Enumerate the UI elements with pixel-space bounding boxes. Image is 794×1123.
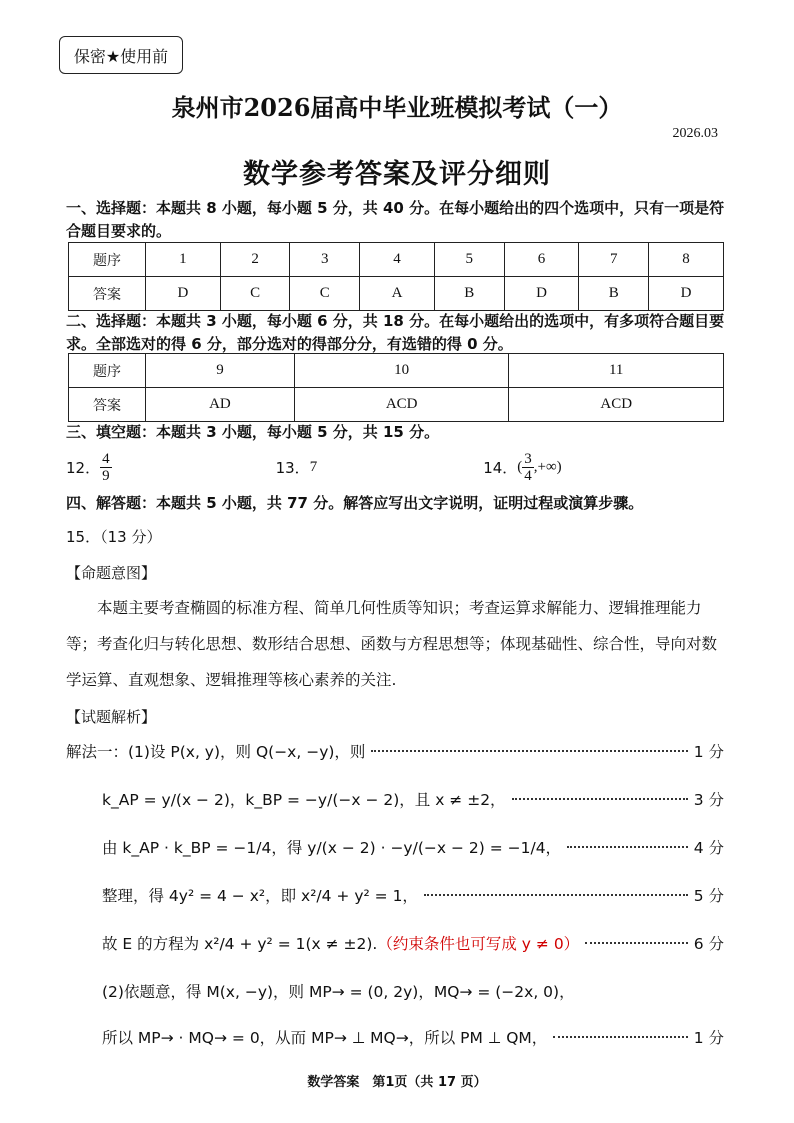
section-4-heading: 四、解答题：本题共 5 小题，共 77 分。解答应写出文字说明，证明过程或演算步骤。 — [66, 494, 644, 512]
q12-denominator: 9 — [102, 467, 110, 484]
intent-label: 【命题意图】 — [66, 564, 157, 582]
intent-paragraph: 本题主要考查椭圆的标准方程、简单几何性质等知识；考查运算求解能力、逻辑推理能力等；考查化归与转化思想、数形结合思想、函数与方程思想等；体现基础性、综合性，导向对数学运算、直观想象、逻辑推理等核心素养的关注. — [66, 599, 718, 689]
solution-line — [102, 788, 724, 810]
q14-fraction — [522, 451, 534, 484]
solution-line — [102, 836, 724, 858]
table-row — [69, 354, 724, 388]
section-1-heading: 一、选择题：本题共 8 小题，每小题 5 分，共 40 分。在每小题给出的四个选项中，只有一项是符合题目要求的。 — [66, 199, 725, 240]
answer-cell: D — [504, 277, 579, 311]
q12-answer — [100, 451, 112, 484]
row-label: 答案 — [69, 277, 146, 311]
section-3-heading: 三、填空题：本题共 3 小题，每小题 5 分，共 15 分。 — [66, 423, 440, 441]
answer-cell: D — [649, 277, 724, 311]
answer-cell: C — [290, 277, 360, 311]
solution-line — [102, 884, 724, 906]
solution-line — [102, 932, 724, 954]
constraint-note: （约束条件也可写成 y ≠ 0） — [377, 935, 580, 953]
table-row — [69, 277, 724, 311]
dot-leader — [424, 894, 688, 896]
answer-cell: B — [434, 277, 504, 311]
exam-date: 2026.03 — [672, 126, 718, 141]
question-number: 2 — [220, 243, 290, 277]
q14-numerator: 3 — [524, 450, 532, 467]
q14-denominator: 4 — [524, 467, 532, 484]
answer-cell: A — [360, 277, 435, 311]
q14-label: 14． — [483, 458, 518, 477]
question-number: 8 — [649, 243, 724, 277]
question-number: 3 — [290, 243, 360, 277]
answer-cell: ACD — [509, 388, 724, 422]
solution-line — [66, 740, 724, 762]
solution-expression: 解法一：(1)设 P(x, y)，则 Q(−x, −y)，则 — [66, 743, 366, 761]
solution-expression: 所以 MP→ · MQ→ = 0，从而 MP→ ⊥ MQ→，所以 PM ⊥ QM， — [102, 1029, 548, 1047]
score: 6 分 — [693, 935, 724, 953]
confidential-label: 保密★使用前 — [73, 46, 169, 66]
score: 3 分 — [693, 791, 724, 809]
question-number: 10 — [294, 354, 509, 388]
q12-label: 12． — [66, 458, 101, 477]
table-row — [69, 388, 724, 422]
solution-expression: 故 E 的方程为 x²/4 + y² = 1(x ≠ ±2). — [102, 935, 378, 953]
answer-cell: D — [146, 277, 221, 311]
solution-expression: (2)依题意，得 M(x, −y)，则 MP→ = (0, 2y)，MQ→ = (−2x, 0)， — [102, 983, 575, 1001]
q12-numerator: 4 — [102, 450, 110, 467]
section-2-answer-table — [68, 353, 724, 422]
dot-leader — [553, 1036, 687, 1038]
answer-cell: AD — [146, 388, 295, 422]
table-row — [69, 243, 724, 277]
dot-leader — [512, 798, 688, 800]
row-label: 题序 — [69, 243, 146, 277]
answer-cell: C — [220, 277, 290, 311]
page-footer: 数学答案 第1页（共 17 页） — [307, 1075, 487, 1090]
exam-title: 泉州市2026届高中毕业班模拟考试（一） — [171, 93, 623, 122]
solution-line — [102, 1026, 724, 1048]
section-2-heading: 二、选择题：本题共 3 小题，每小题 6 分，共 18 分。在每小题给出的选项中，有多项符合题目要求。全部选对的得 6 分，部分选对的得部分分，有选错的得 0 分。 — [66, 312, 725, 353]
question-number: 9 — [146, 354, 295, 388]
score: 1 分 — [693, 743, 724, 761]
solution-line — [102, 980, 724, 1002]
score: 4 分 — [693, 839, 724, 857]
solution-expression: k_AP = y/(x − 2)，k_BP = −y/(−x − 2)，且 x ≠ ±2， — [102, 791, 506, 809]
score: 1 分 — [693, 1029, 724, 1047]
solution-expression: 由 k_AP · k_BP = −1/4，得 y/(x − 2) · −y/(−x − 2) = −1/4， — [102, 839, 562, 857]
dot-leader — [371, 750, 687, 752]
question-number: 1 — [146, 243, 221, 277]
score: 5 分 — [693, 887, 724, 905]
q13-answer: 7 — [309, 458, 318, 475]
q14-close: ,+∞) — [533, 458, 562, 475]
q15-heading: 15．（13 分） — [66, 528, 162, 546]
question-number: 5 — [434, 243, 504, 277]
dot-leader — [585, 942, 688, 944]
row-label: 答案 — [69, 388, 146, 422]
confidential-stamp — [59, 36, 183, 74]
q13-label: 13． — [275, 458, 310, 477]
solution-expression: 整理，得 4y² = 4 − x²，即 x²/4 + y² = 1， — [102, 887, 418, 905]
row-label: 题序 — [69, 354, 146, 388]
question-number: 7 — [579, 243, 649, 277]
answer-cell: B — [579, 277, 649, 311]
section-1-answer-table — [68, 242, 724, 311]
fill-in-answers — [66, 447, 726, 487]
question-number: 6 — [504, 243, 579, 277]
dot-leader — [567, 846, 688, 848]
analysis-label: 【试题解析】 — [66, 708, 157, 726]
answer-cell: ACD — [294, 388, 509, 422]
q14-open: ( — [517, 458, 523, 475]
question-number: 11 — [509, 354, 724, 388]
question-number: 4 — [360, 243, 435, 277]
document-subtitle: 数学参考答案及评分细则 — [243, 159, 551, 190]
